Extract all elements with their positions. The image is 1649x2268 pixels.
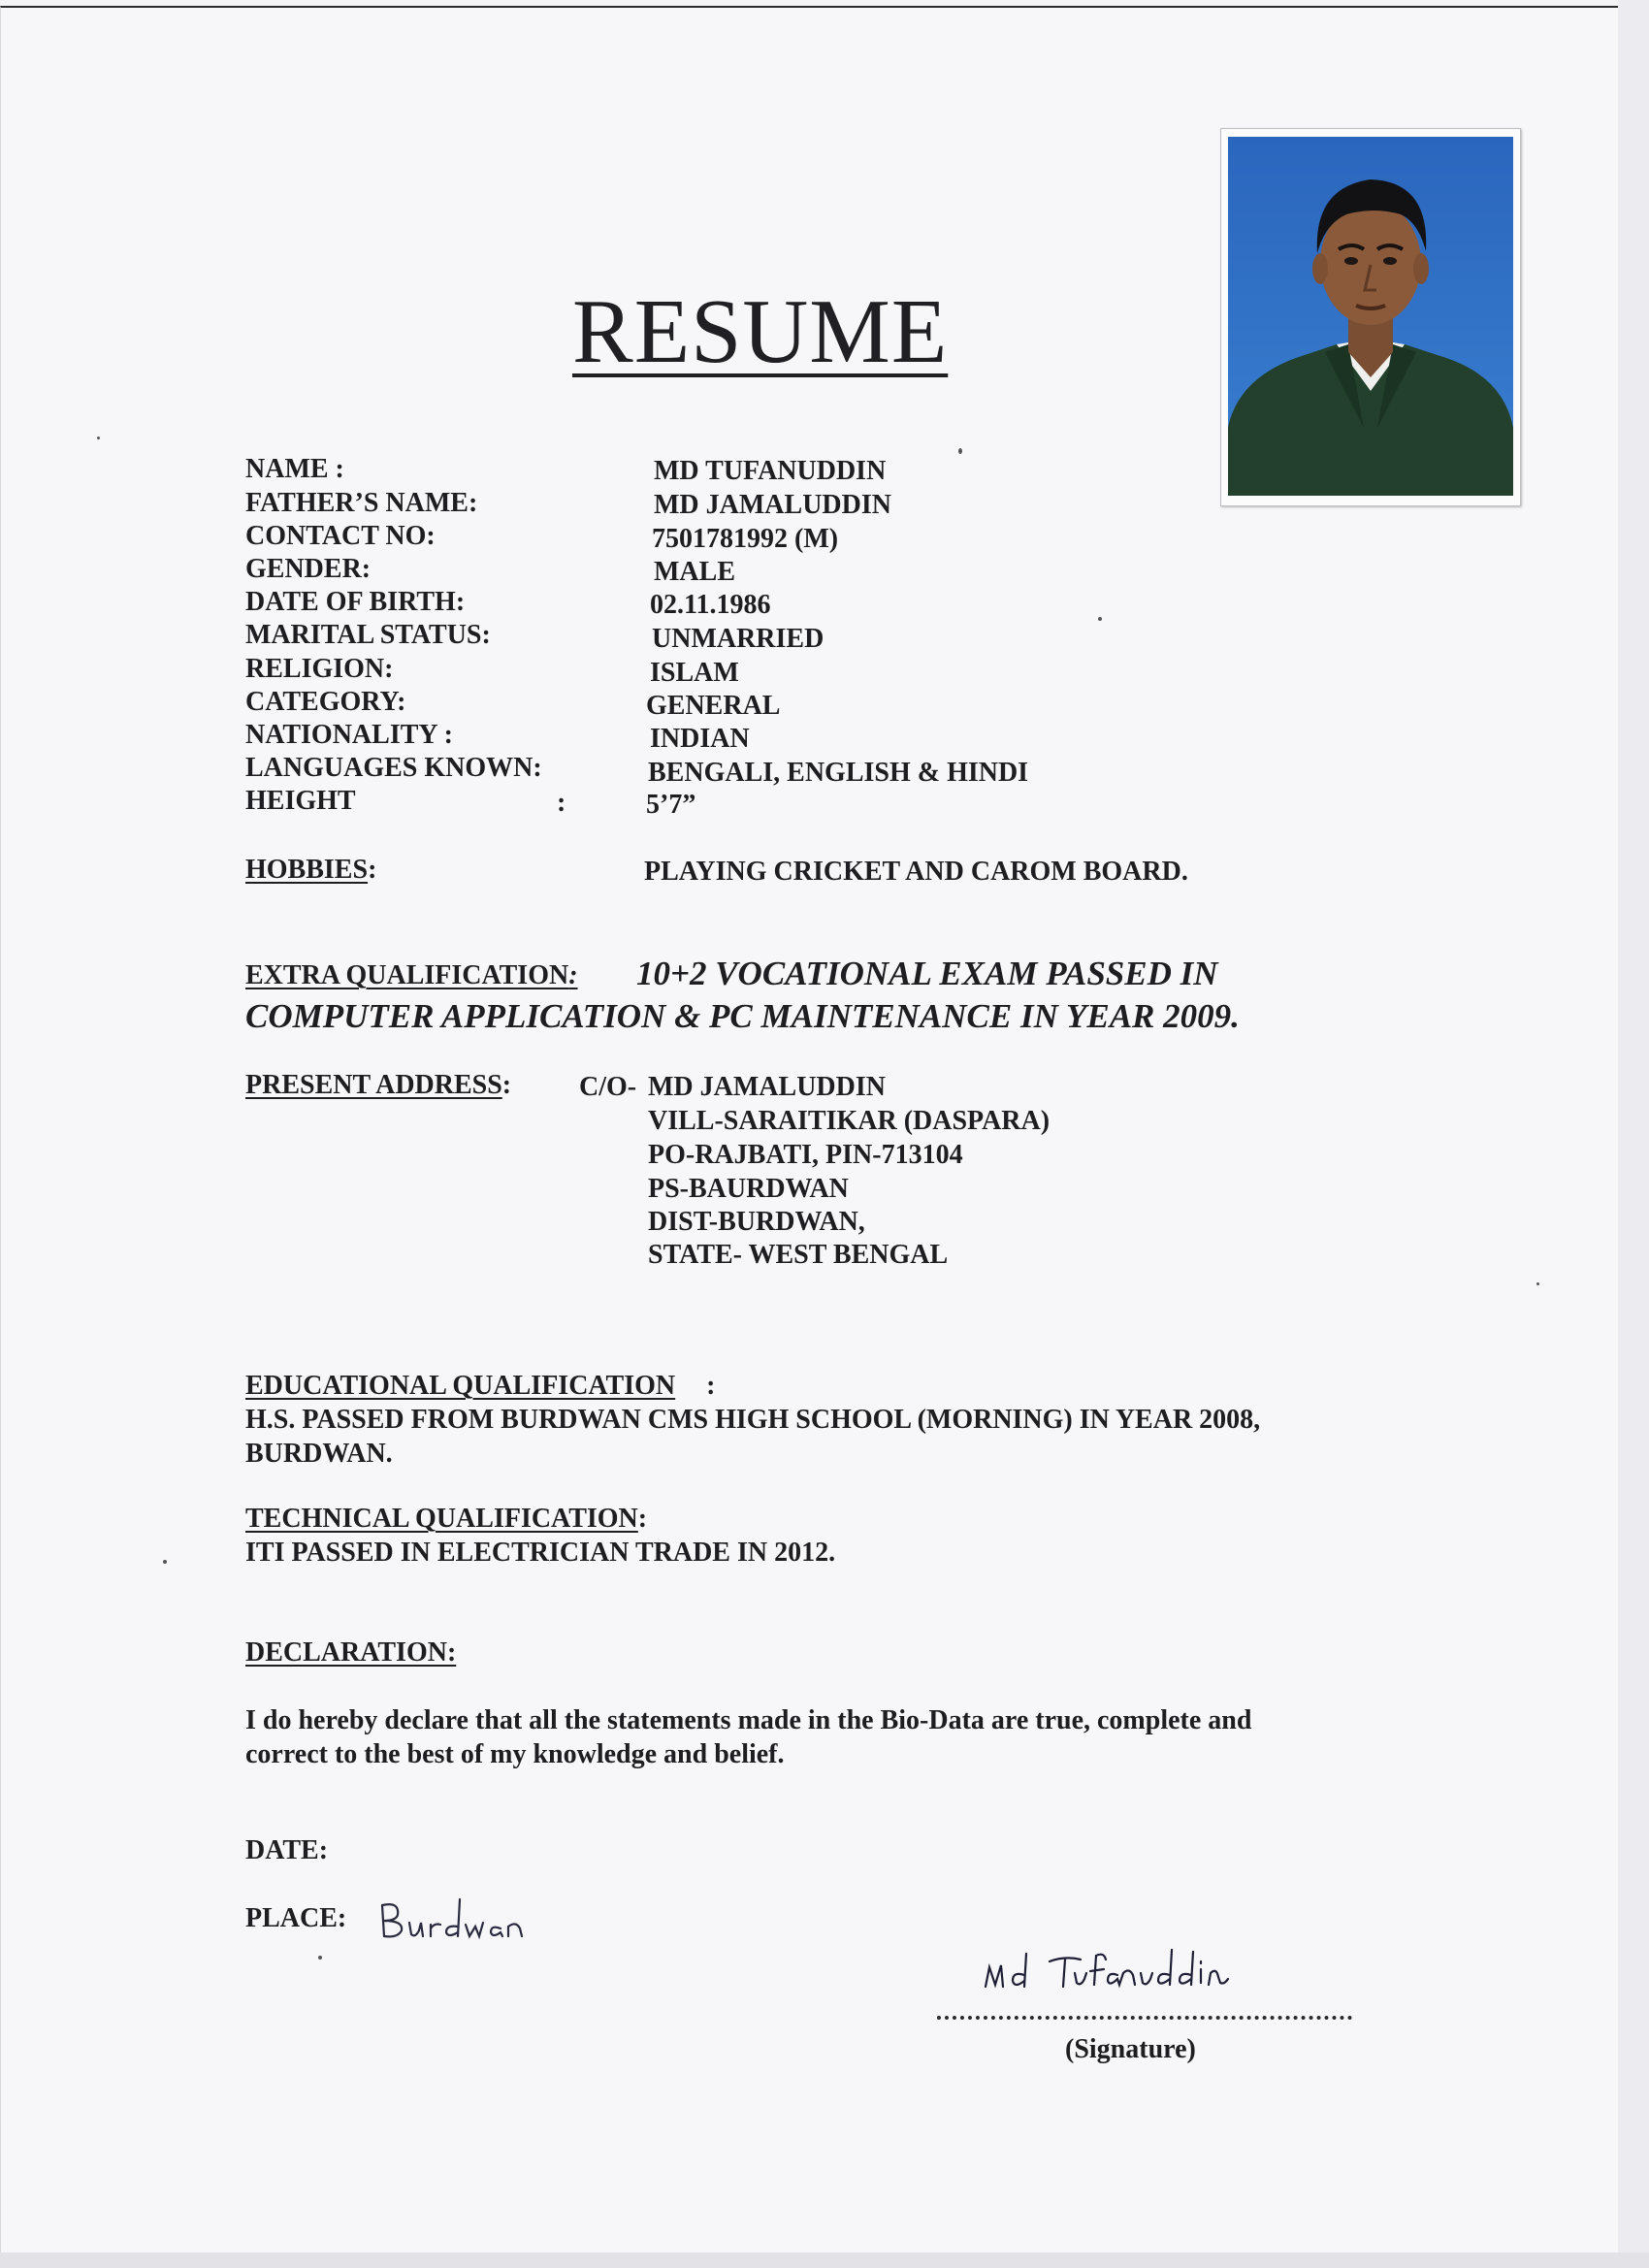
date-label: DATE: xyxy=(245,1835,329,1865)
education-colon: : xyxy=(706,1371,716,1401)
nationality-value: INDIAN xyxy=(650,724,750,754)
scan-speck xyxy=(163,1560,167,1564)
name-label: NAME : xyxy=(245,454,344,484)
scan-speck xyxy=(97,437,100,439)
education-label: EDUCATIONAL QUALIFICATION xyxy=(245,1371,676,1401)
scan-edge xyxy=(1618,0,1649,2268)
height-label: HEIGHT xyxy=(245,786,356,816)
marital-status-value: UNMARRIED xyxy=(652,624,824,654)
hobbies-label: HOBBIES xyxy=(245,855,369,885)
address-line: STATE- WEST BENGAL xyxy=(648,1240,949,1270)
scan-speck xyxy=(318,1956,322,1960)
signature-line xyxy=(937,2016,1352,2020)
scan-speck xyxy=(958,448,962,454)
nationality-label: NATIONALITY : xyxy=(245,720,453,750)
gender-label: GENDER: xyxy=(245,554,372,584)
height-value: 5’7” xyxy=(646,790,696,820)
address-line: VILL-SARAITIKAR (DASPARA) xyxy=(648,1106,1051,1136)
category-label: CATEGORY: xyxy=(245,687,406,717)
religion-value: ISLAM xyxy=(650,658,739,688)
address-care-of: C/O- xyxy=(579,1072,637,1102)
declaration-text xyxy=(245,1703,1251,1771)
signature-caption: (Signature) xyxy=(1065,2034,1196,2064)
profile-photo xyxy=(1220,128,1521,506)
place-label: PLACE: xyxy=(245,1903,347,1933)
scan-speck xyxy=(1098,617,1102,621)
address-heading xyxy=(245,1072,511,1099)
scan-speck xyxy=(1536,1282,1539,1285)
address-colon: : xyxy=(501,1070,512,1100)
name-value: MD TUFANUDDIN xyxy=(654,456,887,486)
page-title: RESUME xyxy=(572,281,949,382)
education-heading xyxy=(245,1373,715,1400)
handwritten-signature xyxy=(980,1940,1242,2008)
address-line: DIST-BURDWAN, xyxy=(648,1207,865,1237)
hobbies-value: PLAYING CRICKET AND CAROM BOARD. xyxy=(644,857,1188,887)
technical-heading xyxy=(245,1506,647,1533)
education-text xyxy=(245,1403,1260,1471)
education-line2: BURDWAN. xyxy=(245,1439,393,1469)
technical-label: TECHNICAL QUALIFICATION xyxy=(245,1504,638,1534)
scan-edge-bottom xyxy=(0,2252,1649,2268)
languages-value: BENGALI, ENGLISH & HINDI xyxy=(648,758,1029,788)
extra-qualification-heading xyxy=(245,962,578,989)
category-value: GENERAL xyxy=(646,691,781,721)
declaration-line1: I do hereby declare that all the statements made in the Bio-Data are true, complete and xyxy=(245,1705,1252,1735)
father-name-value: MD JAMALUDDIN xyxy=(654,490,891,520)
contact-label: CONTACT NO: xyxy=(245,521,436,551)
extra-qualification-line1: 10+2 VOCATIONAL EXAM PASSED IN xyxy=(636,955,1218,992)
dob-value: 02.11.1986 xyxy=(650,590,771,620)
marital-status-label: MARITAL STATUS: xyxy=(245,620,491,650)
declaration-heading: DECLARATION: xyxy=(245,1637,457,1668)
extra-qualification-line2: COMPUTER APPLICATION & PC MAINTENANCE IN YEAR 2009. xyxy=(245,997,1240,1035)
religion-label: RELIGION: xyxy=(245,654,394,684)
extra-qualification-label: EXTRA QUALIFICATION xyxy=(245,960,569,990)
declaration-line2: correct to the best of my knowledge and belief. xyxy=(245,1739,785,1769)
languages-label: LANGUAGES KNOWN: xyxy=(245,753,542,783)
technical-colon: : xyxy=(637,1504,648,1534)
address-line: PO-RAJBATI, PIN-713104 xyxy=(648,1140,963,1170)
gender-value: MALE xyxy=(654,557,735,587)
father-name-label: FATHER’S NAME: xyxy=(245,488,478,518)
extra-qualification-colon: : xyxy=(568,960,578,990)
dob-label: DATE OF BIRTH: xyxy=(245,587,466,617)
address-line: PS-BAURDWAN xyxy=(648,1174,849,1204)
height-colon: : xyxy=(557,788,566,818)
contact-value: 7501781992 (M) xyxy=(652,524,839,554)
address-line: MD JAMALUDDIN xyxy=(648,1072,886,1102)
handwritten-place xyxy=(376,1892,570,1950)
address-label: PRESENT ADDRESS xyxy=(245,1070,502,1100)
technical-text: ITI PASSED IN ELECTRICIAN TRADE IN 2012. xyxy=(245,1538,836,1568)
portrait-image xyxy=(1228,137,1513,496)
education-line1: H.S. PASSED FROM BURDWAN CMS HIGH SCHOOL (MORNING) IN YEAR 2008, xyxy=(245,1405,1261,1435)
hobbies-colon: : xyxy=(368,855,377,885)
hobbies-heading xyxy=(245,857,376,884)
